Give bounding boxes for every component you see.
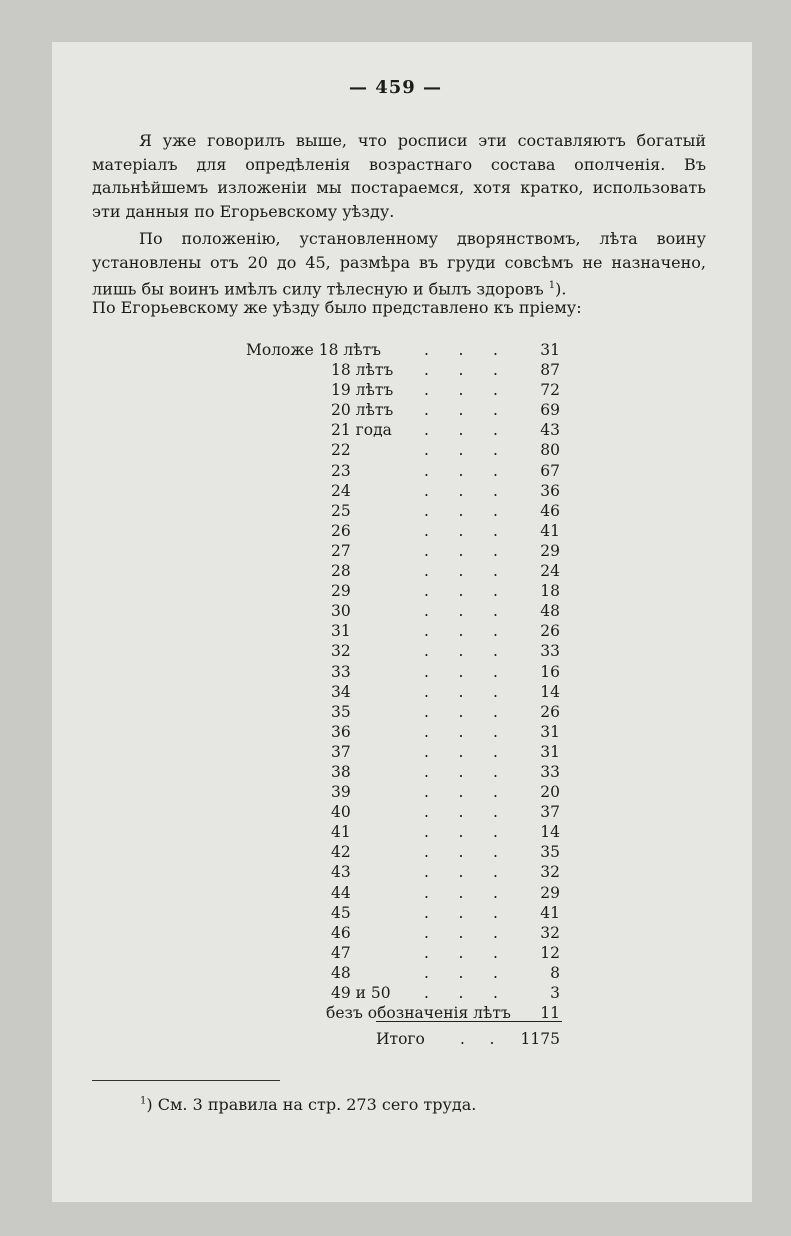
paragraph-3: По Егорьевскому же уѣзду было представлено къ пріему: — [92, 298, 582, 317]
row-value: 29 — [540, 883, 560, 902]
paragraph-2 — [92, 227, 706, 301]
leader-dots: . . . — [424, 863, 498, 882]
table-row — [240, 963, 570, 983]
row-label: 33 — [331, 662, 351, 681]
table-row — [240, 923, 570, 943]
row-value: 18 — [540, 582, 560, 601]
leader-dots: . . . — [424, 461, 498, 480]
table-row — [240, 662, 570, 682]
row-value: 20 — [540, 783, 560, 802]
row-value: 37 — [540, 803, 560, 822]
table-row — [240, 822, 570, 842]
leader-dots: . . . — [424, 843, 498, 862]
leader-dots: . . . — [424, 521, 498, 540]
row-label: 40 — [331, 803, 351, 822]
table-row — [240, 420, 570, 440]
table-row — [240, 380, 570, 400]
leader-dots: . . . — [424, 963, 498, 982]
row-value: 35 — [540, 843, 560, 862]
leader-dots: . . . — [424, 883, 498, 902]
row-value: 32 — [540, 923, 560, 942]
leader-dots: . . . — [424, 903, 498, 922]
row-label: 45 — [331, 903, 351, 922]
row-label: 21 года — [331, 421, 392, 440]
table-row — [240, 521, 570, 541]
row-label: 41 — [331, 823, 351, 842]
footnote-rule — [92, 1080, 280, 1081]
total-row — [240, 1029, 570, 1049]
row-label: 39 — [331, 783, 351, 802]
total-value: 1175 — [520, 1030, 560, 1049]
paragraph-2-text: По положенію, установленному дворянствомъ, лѣта воину установлены отъ 20 до 45, размѣра въ груди совсѣмъ не назначено, лишь бы воинъ имѣлъ силу тѣлесную и былъ здоровъ — [92, 229, 706, 299]
total-dots: . . — [460, 1030, 495, 1049]
row-value: 33 — [540, 762, 560, 781]
leader-dots: . . . — [424, 682, 498, 701]
table-row — [240, 601, 570, 621]
row-value: 24 — [540, 562, 560, 581]
leader-dots: . . . — [424, 361, 498, 380]
leader-dots: . . . — [424, 803, 498, 822]
row-value: 31 — [540, 341, 560, 359]
table-row — [240, 983, 570, 1003]
row-label: 20 лѣтъ — [331, 401, 394, 420]
table-row — [240, 842, 570, 862]
leader-dots: . . . — [424, 923, 498, 942]
leader-dots: . . . — [424, 441, 498, 460]
row-value: 72 — [540, 381, 560, 400]
leader-dots: . . . — [424, 501, 498, 520]
row-label: 26 — [331, 521, 351, 540]
row-label: 30 — [331, 602, 351, 621]
row-value: 33 — [540, 642, 560, 661]
row-value: 80 — [540, 441, 560, 460]
row-label: 34 — [331, 682, 351, 701]
row-label: 44 — [331, 883, 351, 902]
table-row — [240, 682, 570, 702]
table-row — [240, 702, 570, 722]
leader-dots: . . . — [424, 742, 498, 761]
row-value: 87 — [540, 361, 560, 380]
table-row — [240, 340, 570, 360]
table-row — [240, 501, 570, 521]
table-row — [240, 621, 570, 641]
paragraph-2-end: ). — [555, 279, 567, 299]
paragraph-1: Я уже говорилъ выше, что росписи эти составляютъ богатый матеріалъ для опредѣленія возрастнаго состава ополченія. Въ дальнѣйшемъ изложеніи мы постараемся, хотя кратко, использовать эти данныя по Егорьевскому уѣзду. — [92, 131, 706, 221]
row-label: 42 — [331, 843, 351, 862]
footnote — [140, 1095, 476, 1114]
row-label: 25 — [331, 501, 351, 520]
leader-dots: . . . — [424, 762, 498, 781]
row-label: 32 — [331, 642, 351, 661]
row-value: 29 — [540, 541, 560, 560]
leader-dots: . . . — [424, 341, 498, 359]
row-value: 3 — [550, 984, 560, 1002]
row-value: 46 — [540, 501, 560, 520]
row-label: 38 — [331, 762, 351, 781]
row-label: 23 — [331, 461, 351, 480]
row-label: 36 — [331, 722, 351, 741]
page-number: — 459 — — [348, 77, 443, 98]
table-row — [240, 802, 570, 822]
row-value: 67 — [540, 461, 560, 480]
row-value: 48 — [540, 602, 560, 621]
row-label: 48 — [331, 963, 351, 982]
leader-dots: . . . — [424, 381, 498, 400]
row-value: 43 — [540, 421, 560, 440]
leader-dots: . . . — [424, 541, 498, 560]
table-row — [240, 360, 570, 380]
table-row — [240, 400, 570, 420]
total-rule — [376, 1021, 562, 1022]
table-row — [240, 440, 570, 460]
unlabeled-value: 11 — [540, 1004, 560, 1023]
table-row — [240, 762, 570, 782]
leader-dots: . . . — [424, 481, 498, 500]
leader-dots: . . . — [424, 421, 498, 440]
row-label: 27 — [331, 541, 351, 560]
leader-dots: . . . — [424, 662, 498, 681]
leader-dots: . . . — [424, 622, 498, 641]
table-row — [240, 742, 570, 762]
row-label: 35 — [331, 702, 351, 721]
row-value: 26 — [540, 702, 560, 721]
leader-dots: . . . — [424, 823, 498, 842]
table-row — [240, 943, 570, 963]
row-label: 24 — [331, 481, 351, 500]
total-label: Итого — [376, 1030, 425, 1049]
table-row — [240, 903, 570, 923]
leader-dots: . . . — [424, 943, 498, 962]
row-label: 37 — [331, 742, 351, 761]
leader-dots: . . . — [424, 602, 498, 621]
row-value: 36 — [540, 481, 560, 500]
unlabeled-label: безъ обозначенія лѣтъ — [326, 1004, 511, 1023]
age-table — [240, 340, 570, 1049]
row-value: 14 — [540, 682, 560, 701]
row-value: 32 — [540, 863, 560, 882]
table-row — [240, 481, 570, 501]
footnote-marker: 1 — [140, 1095, 147, 1107]
row-value: 14 — [540, 823, 560, 842]
table-row — [240, 782, 570, 802]
table-row — [240, 541, 570, 561]
footnote-text: ) См. 3 правила на стр. 273 сего труда. — [146, 1095, 477, 1114]
leader-dots: . . . — [424, 984, 498, 1002]
row-label: 22 — [331, 441, 351, 460]
row-value: 41 — [540, 903, 560, 922]
row-value: 31 — [540, 722, 560, 741]
table-row — [240, 641, 570, 661]
row-value: 16 — [540, 662, 560, 681]
table-row — [240, 461, 570, 481]
row-label: 46 — [331, 923, 351, 942]
row-label: 18 лѣтъ — [331, 361, 394, 380]
row-value: 12 — [540, 943, 560, 962]
row-label: 49 и 50 — [331, 984, 391, 1002]
row-label: 28 — [331, 562, 351, 581]
table-row — [240, 561, 570, 581]
leader-dots: . . . — [424, 562, 498, 581]
leader-dots: . . . — [424, 702, 498, 721]
row-label: 29 — [331, 582, 351, 601]
row-value: 8 — [550, 963, 560, 982]
row-label: 31 — [331, 622, 351, 641]
row-label: 19 лѣтъ — [331, 381, 394, 400]
table-row — [240, 862, 570, 882]
leader-dots: . . . — [424, 642, 498, 661]
leader-dots: . . . — [424, 783, 498, 802]
row-label: 47 — [331, 943, 351, 962]
row-value: 41 — [540, 521, 560, 540]
row-value: 31 — [540, 742, 560, 761]
leader-dots: . . . — [424, 722, 498, 741]
row-label: 43 — [331, 863, 351, 882]
leader-dots: . . . — [424, 401, 498, 420]
table-row — [240, 581, 570, 601]
footnote-ref: 1 — [548, 280, 556, 291]
leader-dots: . . . — [424, 582, 498, 601]
table-row — [240, 883, 570, 903]
table-row — [240, 722, 570, 742]
row-value: 26 — [540, 622, 560, 641]
row-label: Моложе 18 лѣтъ — [246, 341, 382, 359]
row-value: 69 — [540, 401, 560, 420]
